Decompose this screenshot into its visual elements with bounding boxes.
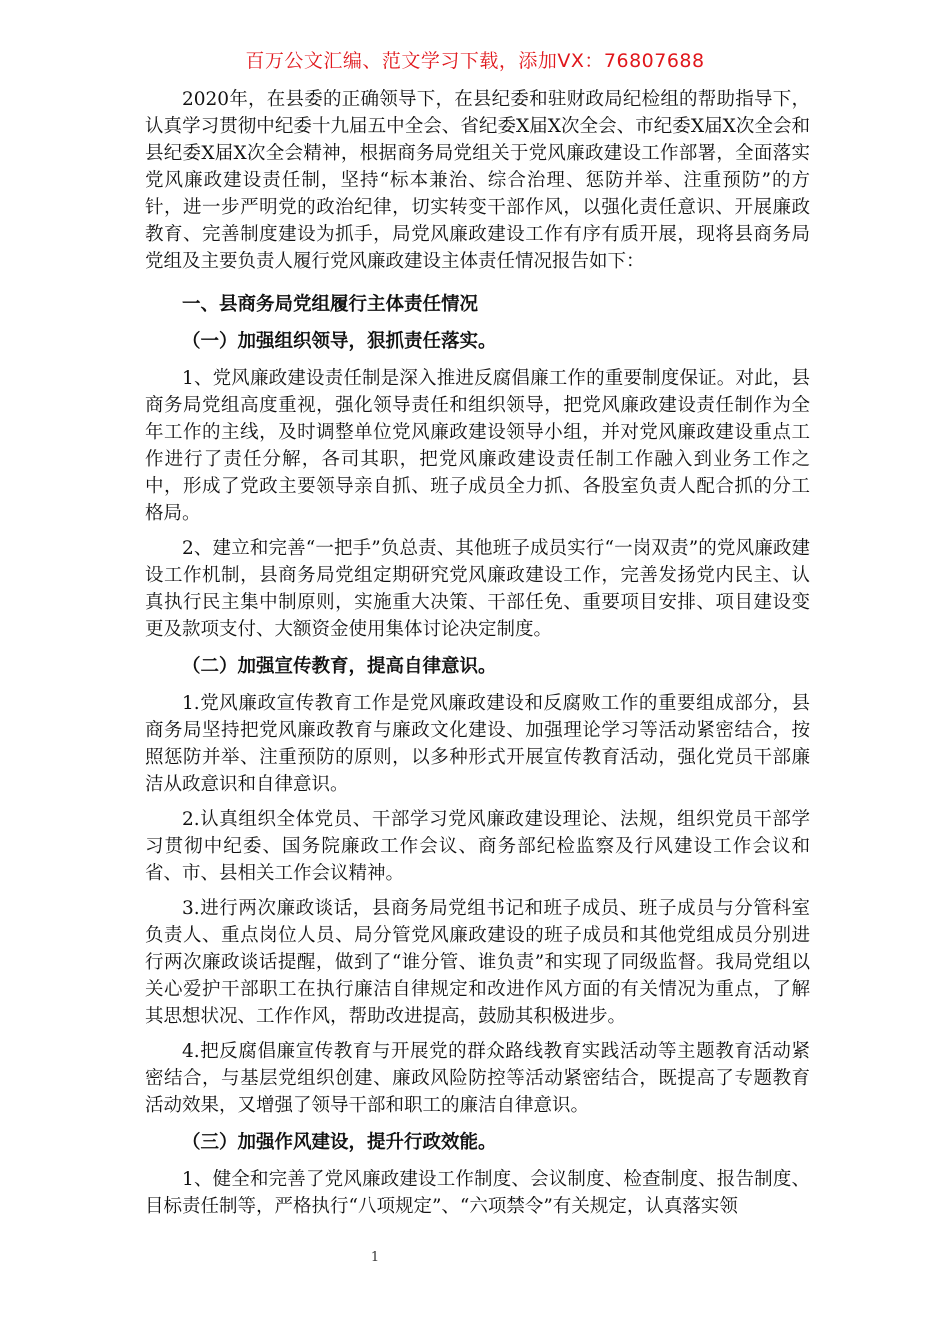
subsection-3-heading: （三）加强作风建设，提升行政效能。	[182, 1132, 497, 1153]
intro-paragraph: 2020年，在县委的正确领导下，在县纪委和驻财政局纪检组的帮助指导下，认真学习贯彻中纪委十九届五中全会、省纪委X届X次全会、市纪委X届X次全会和县纪委X届X次全会精神，根据商务局党组关于党风廉政建设工作部署，全面落实党风廉政建设责任制，坚持“标本兼治、综合治理、惩防并举、注重预防”的方针，进一步严明党的政治纪律，切实转变干部作风，以强化责任意识、开展廉政教育、完善制度建设为抓手，局党风廉政建设工作有序有质开展，现将县商务局党组及主要负责人履行党风廉政建设主体责任情况报告如下：	[145, 89, 810, 272]
document-body	[145, 86, 810, 1220]
subsection-2-paragraph-4: 4.把反腐倡廉宣传教育与开展党的群众路线教育实践活动等主题教育活动紧密结合，与基层党组织创建、廉政风险防控等活动紧密结合，既提高了专题教育活动效果，又增强了领导干部和职工的廉洁自律意识。	[145, 1041, 810, 1116]
subsection-2-paragraph-2: 2.认真组织全体党员、干部学习党风廉政建设理论、法规，组织党员干部学习贯彻中纪委、国务院廉政工作会议、商务部纪检监察及行风建设工作会议和省、市、县相关工作会议精神。	[145, 809, 810, 884]
page-number: 1	[370, 1250, 380, 1265]
subsection-2-paragraph-1: 1.党风廉政宣传教育工作是党风廉政建设和反腐败工作的重要组成部分，县商务局坚持把党风廉政教育与廉政文化建设、加强理论学习等活动紧密结合，按照惩防并举、注重预防的原则，以多种形式开展宣传教育活动，强化党员干部廉洁从政意识和自律意识。	[145, 693, 810, 795]
header-banner: 百万公文汇编、范文学习下载，添加VX：76807688	[245, 50, 705, 72]
subsection-3-paragraph-1: 1、健全和完善了党风廉政建设工作制度、会议制度、检查制度、报告制度、目标责任制等，严格执行“八项规定”、“六项禁令”有关规定，认真落实领	[145, 1169, 810, 1217]
subsection-1-paragraph-1: 1、党风廉政建设责任制是深入推进反腐倡廉工作的重要制度保证。对此，县商务局党组高度重视，强化领导责任和组织领导，把党风廉政建设责任制作为全年工作的主线，及时调整单位党风廉政建设领导小组，并对党风廉政建设重点工作进行了责任分解，各司其职，把党风廉政建设责任制工作融入到业务工作之中，形成了党政主要领导亲自抓、班子成员全力抓、各股室负责人配合抓的分工格局。	[145, 368, 810, 524]
subsection-1-heading: （一）加强组织领导，狠抓责任落实。	[182, 331, 497, 352]
subsection-2-heading: （二）加强宣传教育，提高自律意识。	[182, 656, 497, 677]
section-1-heading: 一、县商务局党组履行主体责任情况	[182, 294, 479, 315]
subsection-1-paragraph-2: 2、建立和完善“一把手”负总责、其他班子成员实行“一岗双责”的党风廉政建设工作机制，县商务局党组定期研究党风廉政建设工作，完善发扬党内民主、认真执行民主集中制原则，实施重大决策、干部任免、重要项目安排、项目建设变更及款项支付、大额资金使用集体讨论决定制度。	[145, 538, 810, 640]
subsection-2-paragraph-3: 3.进行两次廉政谈话，县商务局党组书记和班子成员、班子成员与分管科室负责人、重点岗位人员、局分管党风廉政建设的班子成员和其他党组成员分别进行两次廉政谈话提醒，做到了“谁分管、谁负责”和实现了同级监督。我局党组以关心爱护干部职工在执行廉洁自律规定和改进作风方面的有关情况为重点，了解其思想状况、工作作风，帮助改进提高，鼓励其积极进步。	[145, 898, 810, 1027]
